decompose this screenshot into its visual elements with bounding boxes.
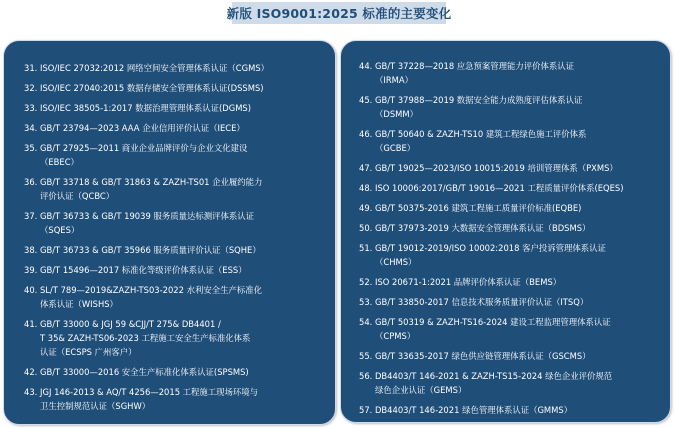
list-item-line: 49. GB/T 50375-2016 建筑工程施工质量评价标准(EQBE) (359, 203, 582, 213)
list-item (24, 81, 329, 95)
list-item-line: （CHMS） (375, 257, 417, 267)
list-item (24, 283, 329, 311)
list-item (359, 59, 664, 87)
list-item-line: 卫生控制规范认证（SGHW） (40, 401, 151, 411)
list-item (359, 181, 664, 195)
list-item-line: （CPMS） (375, 331, 416, 341)
list-item-line: 51. GB/T 19012-2019/ISO 10002:2018 客户投诉管理体系认证 (359, 243, 606, 253)
list-item-line: 32. ISO/IEC 27040:2015 数据存储安全管理体系认证(DSSMS) (24, 83, 264, 93)
list-item-line: 42. GB/T 33000—2016 安全生产标准化体系认证(SPSMS) (24, 367, 249, 377)
list-item (24, 243, 329, 257)
list-item-line: 46. GB/T 50640 & ZAZH-TS10 建筑工程绿色施工评价体系 (359, 129, 587, 139)
list-item-line: 绿色企业认证（GEMS） (375, 385, 467, 395)
list-item-line: 44. GB/T 37228—2018 应急预案管理能力评价体系认证 (359, 61, 575, 71)
list-item-line: 认证（ECSPS 广州客户） (40, 347, 137, 357)
list-item (24, 175, 329, 203)
list-item (24, 209, 329, 237)
list-item (24, 61, 329, 75)
list-item-line: 57. DB4403/T 146-2021 绿色管理体系认证（GMMS） (359, 405, 573, 415)
list-item-line: 54. GB/T 50319 & ZAZH-TS16-2024 建设工程监理管理体系认证 (359, 317, 611, 327)
list-item (24, 121, 329, 135)
list-item-line: 48. ISO 10006:2017/GB/T 19016—2021 工程质量评价体系(EQES) (359, 183, 624, 193)
list-item-line: （DSMM） (375, 109, 418, 119)
list-item-line: 评价认证（QCBC） (40, 191, 115, 201)
list-item (359, 221, 664, 235)
list-item (359, 161, 664, 175)
list-item (359, 403, 664, 417)
list-item (24, 385, 329, 413)
title-banner (226, 2, 452, 24)
list-item-line: 31. ISO/IEC 27032:2012 网络空间安全管理体系认证（CGMS） (24, 63, 270, 73)
list-item-line: 37. GB/T 36733 & GB/T 19039 服务质量达标测评体系认证 (24, 211, 254, 221)
list-item (359, 201, 664, 215)
list-item-line: 体系认证（WISHS） (40, 299, 118, 309)
list-item (359, 369, 664, 397)
list-item-line: 35. GB/T 27925—2011 商业企业品牌评价与企业文化建设 (24, 143, 248, 153)
list-item-line: （SQES） (40, 225, 80, 235)
list-item (359, 241, 664, 269)
list-item-line: 45. GB/T 37988—2019 数据安全能力成熟度评估体系认证 (359, 95, 583, 105)
right-certification-list (359, 59, 664, 423)
list-item-line: 33. ISO/IEC 38505-1:2017 数据治理管理体系认证(DGMS) (24, 103, 252, 113)
list-item (24, 365, 329, 379)
list-item (24, 317, 329, 359)
list-item-line: 50. GB/T 37973-2019 大数据安全管理体系认证（BDSMS） (359, 223, 591, 233)
list-item-line: 39. GB/T 15496—2017 标准化等级评价体系认证（ESS） (24, 265, 247, 275)
list-item-line: T 35& ZAZH-TS06-2023 工程施工安全生产标准化体系 (40, 333, 251, 343)
list-item-line: 41. GB/T 33000 & JGJ 59 &CJJ/T 275& DB4401 / (24, 319, 221, 329)
list-item (359, 295, 664, 309)
list-item (359, 275, 664, 289)
list-item (359, 93, 664, 121)
list-item-line: （IRMA） (375, 75, 413, 85)
list-item (359, 315, 664, 343)
page-title: 新版 ISO9001:2025 标准的主要变化 (226, 6, 452, 21)
right-panel (340, 40, 671, 423)
list-item (359, 349, 664, 363)
list-item (359, 127, 664, 155)
left-panel (3, 40, 336, 425)
list-item (24, 141, 329, 169)
list-item (24, 263, 329, 277)
list-item (24, 101, 329, 115)
list-item-line: 40. SL/T 789—2019&ZAZH-TS03-2022 水利安全生产标准化 (24, 285, 262, 295)
list-item-line: 47. GB/T 19025—2023/ISO 10015:2019 培训管理体系（PXMS） (359, 163, 618, 173)
list-item-line: 34. GB/T 23794—2023 AAA 企业信用评价认证（IECE） (24, 123, 245, 133)
list-item-line: （GCBE） (375, 143, 416, 153)
list-item-line: （EBEC） (40, 157, 79, 167)
left-certification-list (24, 61, 329, 419)
list-item-line: 43. JGJ 146-2013 & AQ/T 4256—2015 工程施工现场环境与 (24, 387, 259, 397)
list-item-line: 36. GB/T 33718 & GB/T 31863 & ZAZH-TS01 企业履约能力 (24, 177, 263, 187)
list-item-line: 53. GB/T 33850-2017 信息技术服务质量评价认证（ITSQ） (359, 297, 589, 307)
list-item-line: 52. ISO 20671-1:2021 品牌评价体系认证（BEMS） (359, 277, 562, 287)
list-item-line: 56. DB4403/T 146-2021 & ZAZH-TS15-2024 绿色企业评价规范 (359, 371, 613, 381)
list-item-line: 55. GB/T 33635-2017 绿色供应链管理体系认证（GSCMS） (359, 351, 591, 361)
list-item-line: 38. GB/T 36733 & GB/T 35966 服务质量评价认证（SQHE） (24, 245, 261, 255)
